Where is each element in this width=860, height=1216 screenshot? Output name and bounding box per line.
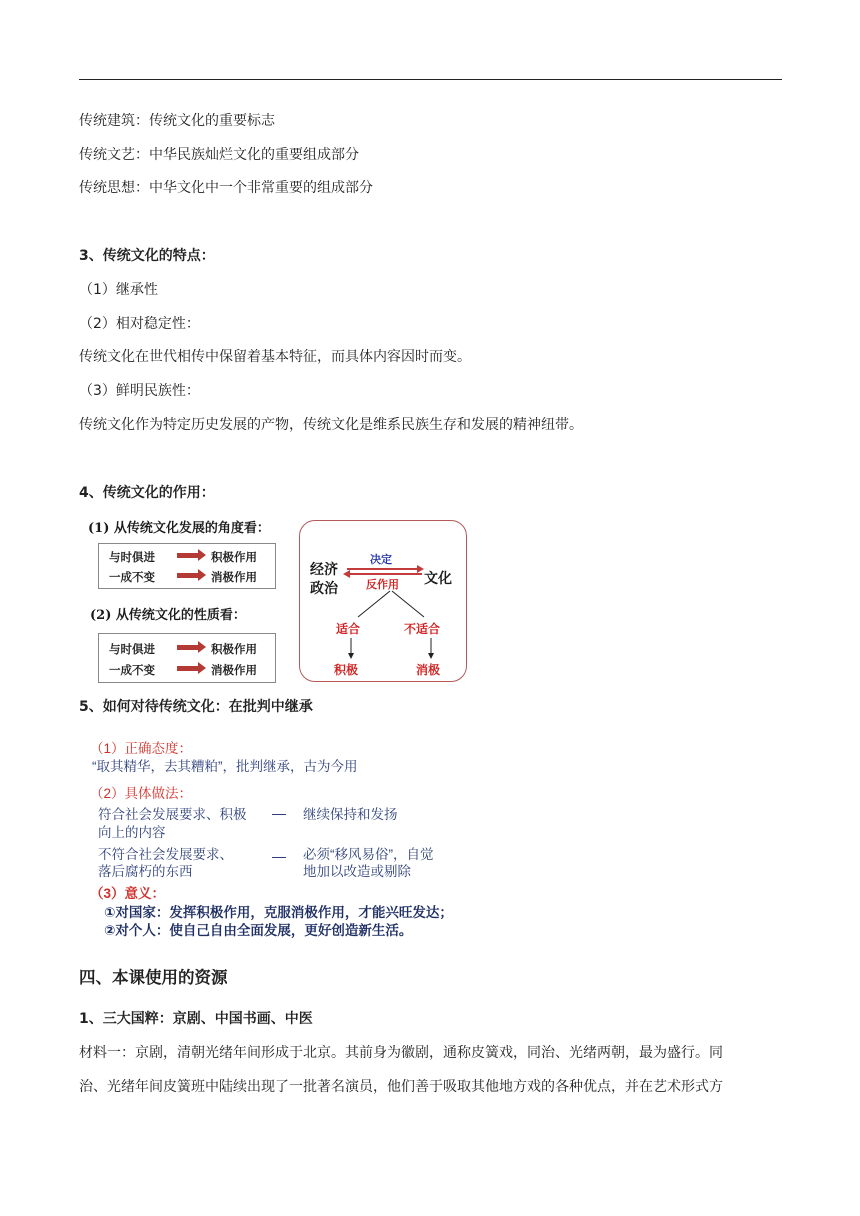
- suitable-label: 适合: [336, 622, 361, 636]
- culture-role-figure: [86, 515, 470, 685]
- text-line: 传统文化作为特定历史发展的产物，传统文化是维系民族生存和发展的精神纽带。: [79, 417, 583, 433]
- method-2-left-2: 落后腐朽的东西: [98, 864, 193, 879]
- attitude-text: “取其精华，去其糟粕”，批判继承，古为今用: [92, 759, 358, 774]
- role-table-1: [98, 543, 276, 589]
- arrow-icon: [272, 857, 286, 858]
- text-line: 材料一：京剧，清朝光绪年间形成于北京。其前身为徽剧，通称皮簧戏，同治、光绪两朝，最为盛行。同: [79, 1045, 723, 1061]
- heading-1: 1、三大国粹：京剧、中国书画、中医: [79, 1011, 313, 1027]
- text-line: （3）鲜明民族性：: [79, 383, 200, 399]
- method-2-left: 不符合社会发展要求、: [98, 847, 233, 862]
- economy-culture-diagram: [299, 520, 467, 682]
- text-line: 传统思想：中华文化中一个非常重要的组成部分: [79, 180, 373, 196]
- row-label: 一成不变: [109, 570, 155, 584]
- significance-nation: ①对国家：发挥积极作用，克服消极作用，才能兴旺发达；: [104, 905, 453, 920]
- row-value: 积极作用: [211, 642, 257, 656]
- significance-heading: （3）意义：: [90, 886, 166, 901]
- row-value: 消极作用: [211, 570, 257, 584]
- right-arrow-icon: [177, 645, 199, 650]
- text-line: 传统建筑：传统文化的重要标志: [79, 113, 275, 129]
- table-row: [99, 638, 275, 658]
- culture-label: 文化: [424, 571, 452, 587]
- negative-label: 消极: [416, 663, 441, 677]
- unsuitable-label: 不适合: [404, 622, 441, 636]
- row-label: 与时俱进: [109, 550, 155, 564]
- text-line: 传统文化在世代相传中保留着基本特征，而具体内容因时而变。: [79, 349, 471, 365]
- positive-label: 积极: [334, 663, 359, 677]
- right-arrow-icon: [177, 573, 199, 578]
- method-2-right-2: 地加以改造或剔除: [303, 864, 411, 879]
- figure-caption-2: (2) 从传统文化的性质看：: [90, 608, 246, 623]
- method-1-left-2: 向上的内容: [98, 825, 166, 840]
- right-arrow-icon: [177, 553, 199, 558]
- text-line: 传统文艺：中华民族灿烂文化的重要组成部分: [79, 147, 359, 163]
- table-row: [99, 546, 275, 566]
- figure-caption-1: (1) 从传统文化发展的角度看：: [88, 521, 270, 536]
- decide-label: 决定: [370, 553, 392, 566]
- role-table-2: [98, 633, 276, 683]
- method-1-right: 继续保持和发扬: [303, 807, 398, 822]
- treatment-figure: [90, 738, 490, 938]
- diagram-lines: [300, 521, 466, 681]
- section-heading: 四、本课使用的资源: [79, 968, 228, 987]
- method-heading: （2）具体做法：: [90, 786, 193, 801]
- heading-3: 3、传统文化的特点：: [79, 248, 215, 264]
- table-row: [99, 659, 275, 679]
- row-label: 一成不变: [109, 663, 155, 677]
- right-arrow-icon: [177, 666, 199, 671]
- politics-label: 政治: [310, 581, 338, 597]
- counter-effect-label: 反作用: [366, 578, 399, 591]
- row-value: 消极作用: [211, 663, 257, 677]
- row-value: 积极作用: [211, 550, 257, 564]
- table-row: [99, 566, 275, 586]
- heading-5: 5、如何对待传统文化：在批判中继承: [79, 699, 313, 715]
- heading-4: 4、传统文化的作用：: [79, 485, 215, 501]
- text-line: （2）相对稳定性：: [79, 316, 200, 332]
- attitude-heading: （1）正确态度：: [90, 741, 193, 756]
- significance-individual: ②对个人：使自己自由全面发展，更好创造新生活。: [104, 923, 413, 938]
- text-line: 治、光绪年间皮簧班中陆续出现了一批著名演员，他们善于吸取其他地方戏的各种优点，并在艺术形式方: [79, 1079, 723, 1095]
- economy-label: 经济: [310, 562, 338, 578]
- text-line: （1）继承性: [79, 282, 158, 298]
- method-2-right: 必须“移风易俗”，自觉: [303, 847, 434, 862]
- method-1-left: 符合社会发展要求、积极: [98, 807, 247, 822]
- row-label: 与时俱进: [109, 642, 155, 656]
- arrow-icon: [272, 814, 286, 815]
- header-rule: [79, 79, 782, 80]
